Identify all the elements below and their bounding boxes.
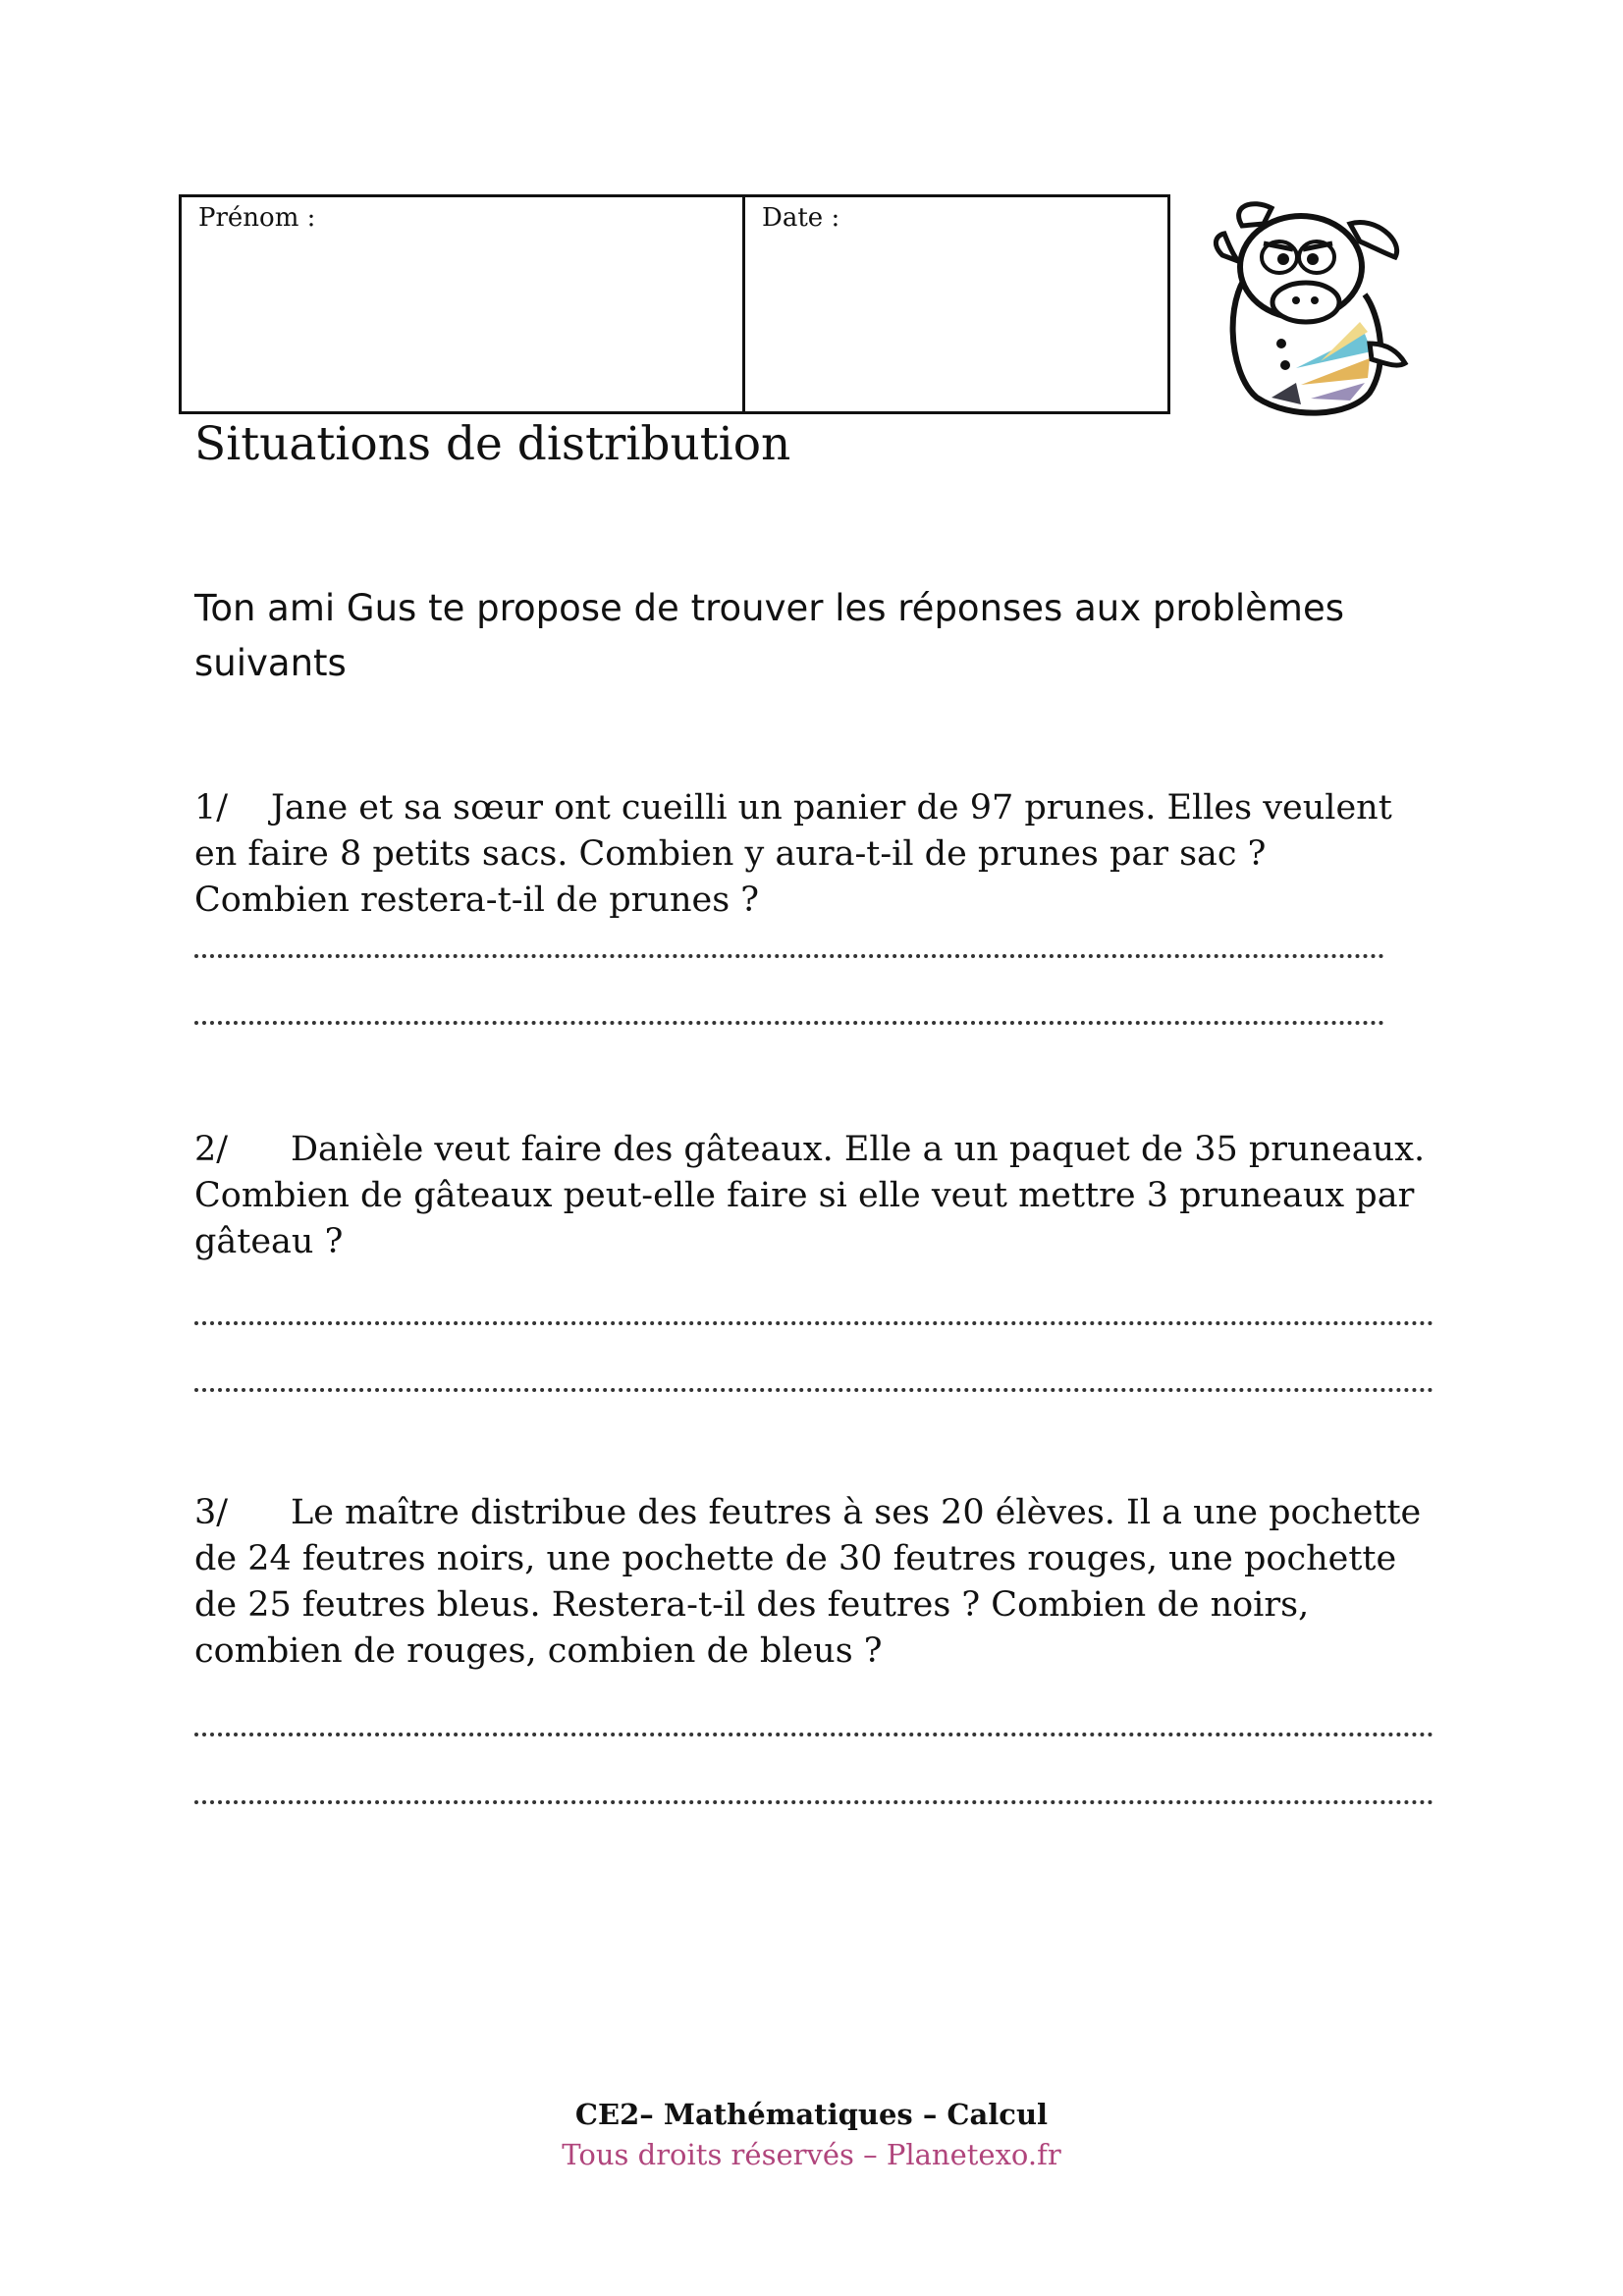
problem-1-answer-line-1[interactable]: [194, 954, 1384, 958]
problem-2: [194, 1127, 1432, 1265]
problem-2-number: 2/: [194, 1130, 229, 1169]
date-field[interactable]: [745, 197, 1167, 411]
problem-3-answer-line-2[interactable]: [194, 1800, 1434, 1804]
problem-3: [194, 1490, 1432, 1675]
problem-2-answer-line-2[interactable]: [194, 1388, 1434, 1392]
footer-subject: CE2– Mathématiques – Calcul: [574, 2098, 1049, 2131]
gus-sheep-mascot-icon: [1203, 196, 1414, 422]
problem-3-answer-line-1[interactable]: [194, 1733, 1434, 1736]
problem-1-number: 1/: [194, 788, 229, 828]
problem-1-text: Jane et sa sœur ont cueilli un panier de 97 prunes. Elles veulent en faire 8 petits sacs. Combien y aura-t-il de prunes par sac ? Combien restera-t-il de prunes ?: [194, 788, 1392, 920]
intro-text: Ton ami Gus te propose de trouver les réponses aux problèmes suivants: [194, 587, 1345, 684]
page-title: Situations de distribution: [194, 417, 791, 471]
problem-2-answer-line-1[interactable]: [194, 1321, 1434, 1325]
problem-1-answer-line-2[interactable]: [194, 1021, 1384, 1025]
footer-rights: Tous droits réservés – Planetexo.fr: [562, 2138, 1061, 2171]
problem-3-text: Le maître distribue des feutres à ses 20 élèves. Il a une pochette de 24 feutres noirs, une pochette de 30 feutres rouges, une pochette de 25 feutres bleus. Restera-t-il des feutres ? Combien de noirs, combien de rouges, combien de bleus ?: [194, 1493, 1422, 1671]
date-label: Date :: [762, 203, 840, 233]
name-date-box: [179, 194, 1170, 414]
prenom-field[interactable]: [182, 197, 745, 411]
problem-2-text: Danièle veut faire des gâteaux. Elle a un paquet de 35 pruneaux. Combien de gâteaux peut-elle faire si elle veut mettre 3 pruneaux par gâteau ?: [194, 1130, 1426, 1261]
problem-3-number: 3/: [194, 1493, 229, 1532]
problem-1: [194, 785, 1432, 924]
prenom-label: Prénom :: [198, 203, 316, 233]
